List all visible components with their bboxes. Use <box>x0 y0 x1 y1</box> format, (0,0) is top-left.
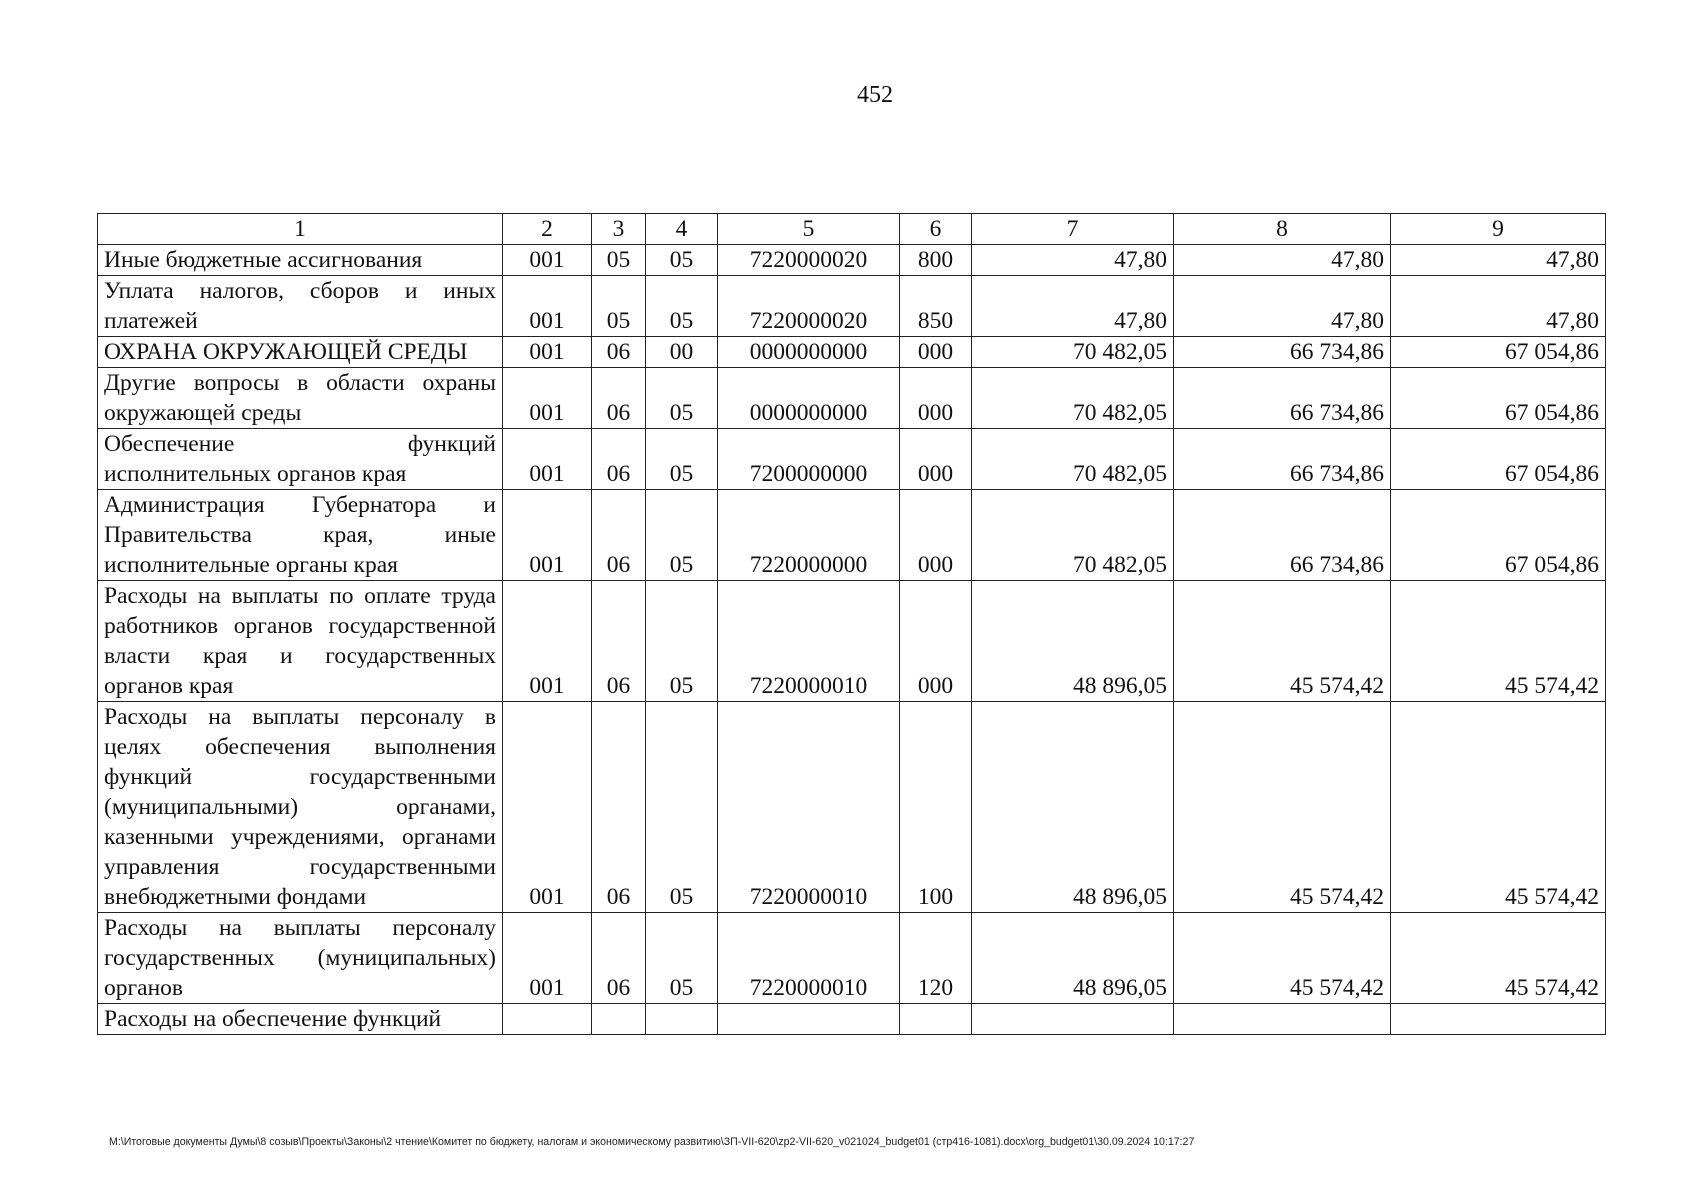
row-name: Администрация Губернатора и Правительства края, иные исполнительные органы края <box>98 490 503 581</box>
row-name: Расходы на обеспечение функций <box>98 1004 503 1035</box>
cell-col7: 70 482,05 <box>972 368 1174 429</box>
cell-col9: 67 054,86 <box>1391 368 1606 429</box>
cell-col4: 05 <box>646 276 718 337</box>
row-name: Уплата налогов, сборов и иных платежей <box>98 276 503 337</box>
cell-col9: 45 574,42 <box>1391 702 1606 913</box>
cell-col3: 06 <box>592 490 646 581</box>
cell-col5: 0000000000 <box>718 368 900 429</box>
cell-col7: 70 482,05 <box>972 429 1174 490</box>
row-name: Расходы на выплаты персоналу государственных (муниципальных) органов <box>98 913 503 1004</box>
cell-col4: 05 <box>646 368 718 429</box>
row-name: Другие вопросы в области охраны окружающей среды <box>98 368 503 429</box>
cell-col3: 05 <box>592 276 646 337</box>
table-row <box>98 581 1606 702</box>
cell-col2: 001 <box>503 702 592 913</box>
cell-col9 <box>1391 1004 1606 1035</box>
cell-col2: 001 <box>503 429 592 490</box>
cell-col6: 000 <box>900 581 972 702</box>
table-row <box>98 276 1606 337</box>
cell-col3 <box>592 1004 646 1035</box>
cell-col7 <box>972 1004 1174 1035</box>
cell-col2: 001 <box>503 913 592 1004</box>
table-row <box>98 337 1606 368</box>
cell-col9: 47,80 <box>1391 245 1606 276</box>
column-header: 8 <box>1174 214 1391 245</box>
row-name: Расходы на выплаты по оплате труда работников органов государственной власти края и государственных органов края <box>98 581 503 702</box>
cell-col4: 05 <box>646 913 718 1004</box>
cell-col4: 05 <box>646 490 718 581</box>
cell-col4: 05 <box>646 429 718 490</box>
row-name: ОХРАНА ОКРУЖАЮЩЕЙ СРЕДЫ <box>98 337 503 368</box>
table-row <box>98 1004 1606 1035</box>
cell-col5: 7200000000 <box>718 429 900 490</box>
cell-col7: 47,80 <box>972 276 1174 337</box>
cell-col2 <box>503 1004 592 1035</box>
cell-col5: 7220000020 <box>718 276 900 337</box>
cell-col3: 06 <box>592 702 646 913</box>
cell-col6: 000 <box>900 368 972 429</box>
column-header: 1 <box>98 214 503 245</box>
cell-col2: 001 <box>503 276 592 337</box>
cell-col7: 47,80 <box>972 245 1174 276</box>
cell-col7: 48 896,05 <box>972 702 1174 913</box>
cell-col9: 67 054,86 <box>1391 429 1606 490</box>
cell-col5: 7220000020 <box>718 245 900 276</box>
cell-col7: 48 896,05 <box>972 913 1174 1004</box>
cell-col8: 66 734,86 <box>1174 337 1391 368</box>
cell-col9: 67 054,86 <box>1391 490 1606 581</box>
cell-col9: 47,80 <box>1391 276 1606 337</box>
cell-col8: 47,80 <box>1174 245 1391 276</box>
cell-col5: 7220000000 <box>718 490 900 581</box>
column-header: 3 <box>592 214 646 245</box>
cell-col3: 06 <box>592 337 646 368</box>
column-header: 7 <box>972 214 1174 245</box>
cell-col9: 45 574,42 <box>1391 581 1606 702</box>
cell-col5: 7220000010 <box>718 581 900 702</box>
column-header: 4 <box>646 214 718 245</box>
cell-col4 <box>646 1004 718 1035</box>
cell-col6: 850 <box>900 276 972 337</box>
table-row <box>98 913 1606 1004</box>
row-name: Обеспечение функций исполнительных органов края <box>98 429 503 490</box>
column-header: 6 <box>900 214 972 245</box>
cell-col6: 120 <box>900 913 972 1004</box>
cell-col8: 47,80 <box>1174 276 1391 337</box>
cell-col7: 70 482,05 <box>972 337 1174 368</box>
table-row <box>98 368 1606 429</box>
cell-col5: 7220000010 <box>718 913 900 1004</box>
cell-col2: 001 <box>503 337 592 368</box>
cell-col5 <box>718 1004 900 1035</box>
cell-col6: 000 <box>900 490 972 581</box>
cell-col5: 0000000000 <box>718 337 900 368</box>
cell-col8: 66 734,86 <box>1174 368 1391 429</box>
document-path-footer: M:\Итоговые документы Думы\8 созыв\Проекты\Законы\2 чтение\Комитет по бюджету, налогам и экономическому развитию\ЗП-VII-620\zp2-VII-620_v021024_budget01 (стр416-1081).docx\org_budget01\30.09.2024 10:17:27 <box>109 1136 1195 1148</box>
cell-col2: 001 <box>503 581 592 702</box>
cell-col8: 66 734,86 <box>1174 429 1391 490</box>
cell-col2: 001 <box>503 490 592 581</box>
cell-col3: 05 <box>592 245 646 276</box>
budget-table <box>97 213 1606 1035</box>
column-header: 2 <box>503 214 592 245</box>
cell-col3: 06 <box>592 368 646 429</box>
table-row <box>98 490 1606 581</box>
cell-col9: 45 574,42 <box>1391 913 1606 1004</box>
cell-col8: 66 734,86 <box>1174 490 1391 581</box>
cell-col6 <box>900 1004 972 1035</box>
column-header: 5 <box>718 214 900 245</box>
cell-col7: 48 896,05 <box>972 581 1174 702</box>
cell-col4: 05 <box>646 245 718 276</box>
table-row <box>98 429 1606 490</box>
header-row <box>98 214 1606 245</box>
cell-col6: 100 <box>900 702 972 913</box>
cell-col3: 06 <box>592 429 646 490</box>
table-row <box>98 245 1606 276</box>
cell-col2: 001 <box>503 368 592 429</box>
page-number: 452 <box>857 82 893 108</box>
cell-col9: 67 054,86 <box>1391 337 1606 368</box>
cell-col2: 001 <box>503 245 592 276</box>
cell-col5: 7220000010 <box>718 702 900 913</box>
column-header: 9 <box>1391 214 1606 245</box>
cell-col8 <box>1174 1004 1391 1035</box>
cell-col8: 45 574,42 <box>1174 581 1391 702</box>
cell-col3: 06 <box>592 913 646 1004</box>
cell-col4: 00 <box>646 337 718 368</box>
cell-col6: 800 <box>900 245 972 276</box>
row-name: Иные бюджетные ассигнования <box>98 245 503 276</box>
cell-col8: 45 574,42 <box>1174 913 1391 1004</box>
table-row <box>98 702 1606 913</box>
cell-col4: 05 <box>646 702 718 913</box>
cell-col8: 45 574,42 <box>1174 702 1391 913</box>
cell-col7: 70 482,05 <box>972 490 1174 581</box>
cell-col6: 000 <box>900 337 972 368</box>
row-name: Расходы на выплаты персоналу в целях обеспечения выполнения функций государственными (муниципальными) органами, казенными учреждениями, органами управления государственными внебюджетными фондами <box>98 702 503 913</box>
cell-col6: 000 <box>900 429 972 490</box>
cell-col4: 05 <box>646 581 718 702</box>
cell-col3: 06 <box>592 581 646 702</box>
